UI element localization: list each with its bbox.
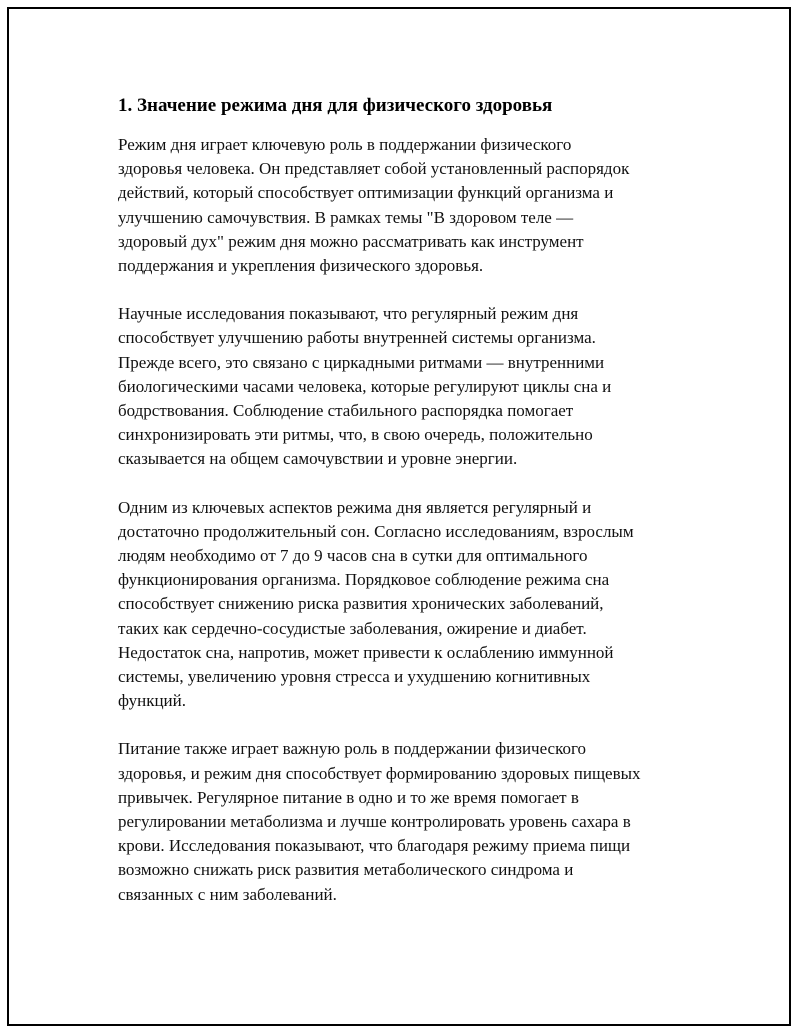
paragraph-circadian-rhythms: Научные исследования показывают, что регулярный режим дня способствует улучшению работы внутренней системы организма. Прежде всего, это связано с циркадными ритмами — внутренними биологическими часами человека, которые регулируют циклы сна и бодрствования. Соблюдение стабильного распорядка помогает синхронизировать эти ритмы, что, в свою очередь, положительно сказывается на общем самочувствии и уровне энергии. [118,304,612,469]
paragraph-sleep: Одним из ключевых аспектов режима дня является регулярный и достаточно продолжительный сон. Согласно исследованиям, взрослым людям необходимо от 7 до 9 часов сна в сутки для оптимального функционирования организма. Порядковое соблюдение режима сна способствует снижению риска развития хронических заболеваний, таких как сердечно-сосудистые заболевания, ожирение и диабет. Недостаток сна, напротив, может привести к ослаблению иммунной системы, увеличению уровня стресса и ухудшению когнитивных функций. [118,497,634,711]
paragraph-nutrition: Питание также играет важную роль в поддержании физического здоровья, и режим дня способствует формированию здоровых пищевых привычек. Регулярное питание в одно и то же время помогает в регулировании метаболизма и лучше контролировать уровень сахара в крови. Исследования показывают, что благодаря режиму приема пищи возможно снижать риск развития метаболического синдрома и связанных с ним заболеваний. [118,739,641,904]
section-title: 1. Значение режима дня для физического здоровья [118,95,553,116]
paragraph-daily-routine-role: Режим дня играет ключевую роль в поддержании физического здоровья человека. Он представляет собой установленный распорядок действий, который способствует оптимизации функций организма и улучшению самочувствия. В рамках темы "В здоровом теле — здоровый дух" режим дня можно рассматривать как инструмент поддержания и укрепления физического здоровья. [118,135,630,276]
document-body [118,94,690,931]
